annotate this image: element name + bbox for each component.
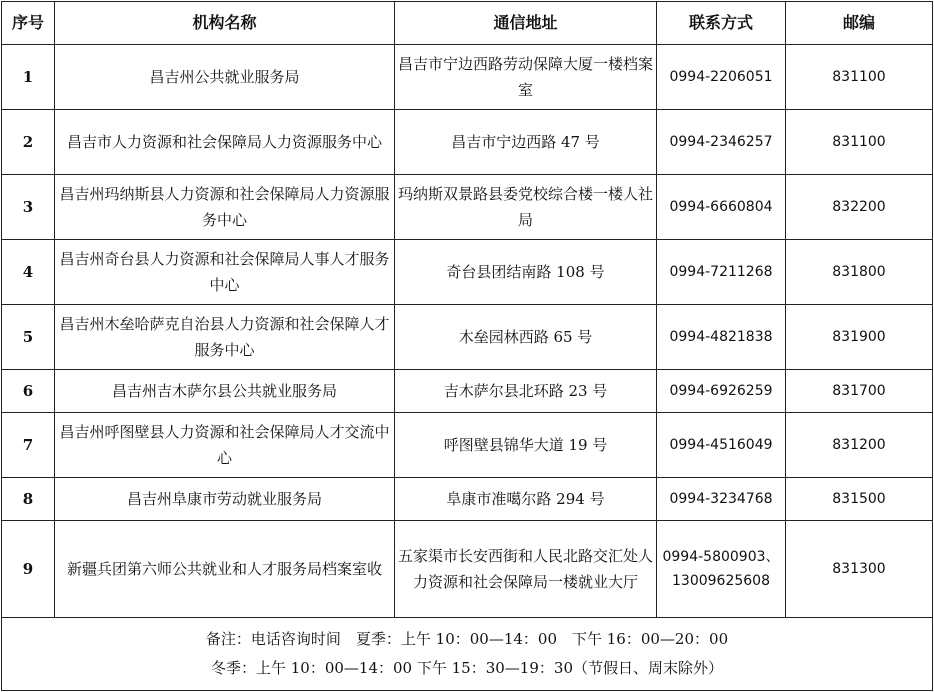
- row-name: 昌吉州玛纳斯县人力资源和社会保障局人力资源服务中心: [55, 175, 395, 240]
- row-no: 6: [2, 370, 55, 413]
- header-zip: 邮编: [786, 2, 933, 45]
- row-address: 昌吉市宁边西路劳动保障大厦一楼档案室: [395, 45, 657, 110]
- table-row: [2, 521, 933, 618]
- row-zip: 831800: [786, 240, 933, 305]
- row-no: 9: [2, 521, 55, 618]
- row-zip: 831200: [786, 413, 933, 478]
- row-zip: 831700: [786, 370, 933, 413]
- row-address: 呼图壁县锦华大道 19 号: [395, 413, 657, 478]
- row-name: 昌吉州公共就业服务局: [55, 45, 395, 110]
- table-row: [2, 478, 933, 521]
- row-no: 4: [2, 240, 55, 305]
- row-name: 昌吉州木垒哈萨克自治县人力资源和社会保障人才服务中心: [55, 305, 395, 370]
- row-zip: 832200: [786, 175, 933, 240]
- row-phone: 0994-4516049: [657, 413, 786, 478]
- row-phone: 0994-6660804: [657, 175, 786, 240]
- row-name: 昌吉州呼图壁县人力资源和社会保障局人才交流中心: [55, 413, 395, 478]
- note-line-summer: 备注：电话咨询时间 夏季：上午 10：00—14：00 下午 16：00—20：00: [205, 630, 729, 648]
- row-phone: 0994-6926259: [657, 370, 786, 413]
- header-no: 序号: [2, 2, 55, 45]
- row-no: 3: [2, 175, 55, 240]
- row-zip: 831300: [786, 521, 933, 618]
- table-row: [2, 45, 933, 110]
- row-address: 昌吉市宁边西路 47 号: [395, 110, 657, 175]
- row-address: 木垒园林西路 65 号: [395, 305, 657, 370]
- row-name: 昌吉州吉木萨尔县公共就业服务局: [55, 370, 395, 413]
- row-phone: 0994-3234768: [657, 478, 786, 521]
- note-line-winter: 冬季：上午 10：00—14：00 下午 15：30—19：30（节假日、周末除外）: [210, 659, 723, 677]
- row-no: 7: [2, 413, 55, 478]
- row-address: 阜康市准噶尔路 294 号: [395, 478, 657, 521]
- row-name: 昌吉州阜康市劳动就业服务局: [55, 478, 395, 521]
- row-no: 1: [2, 45, 55, 110]
- table-row: [2, 240, 933, 305]
- table-row: [2, 305, 933, 370]
- agency-table: [1, 1, 933, 691]
- header-address: 通信地址: [395, 2, 657, 45]
- row-zip: 831900: [786, 305, 933, 370]
- row-zip: 831100: [786, 45, 933, 110]
- header-name: 机构名称: [55, 2, 395, 45]
- row-name: 昌吉州奇台县人力资源和社会保障局人事人才服务中心: [55, 240, 395, 305]
- row-phone: 0994-2206051: [657, 45, 786, 110]
- row-zip: 831100: [786, 110, 933, 175]
- row-zip: 831500: [786, 478, 933, 521]
- row-address: 奇台县团结南路 108 号: [395, 240, 657, 305]
- note-row: [2, 618, 933, 691]
- row-no: 2: [2, 110, 55, 175]
- row-address: 五家渠市长安西街和人民北路交汇处人力资源和社会保障局一楼就业大厅: [395, 521, 657, 618]
- row-no: 8: [2, 478, 55, 521]
- row-address: 玛纳斯双景路县委党校综合楼一楼人社局: [395, 175, 657, 240]
- row-phone: 0994-4821838: [657, 305, 786, 370]
- row-phone: 0994-2346257: [657, 110, 786, 175]
- row-name: 昌吉市人力资源和社会保障局人力资源服务中心: [55, 110, 395, 175]
- header-phone: 联系方式: [657, 2, 786, 45]
- row-phone: 0994-7211268: [657, 240, 786, 305]
- row-name: 新疆兵团第六师公共就业和人才服务局档案室收: [55, 521, 395, 618]
- header-row: [2, 2, 933, 45]
- table-row: [2, 413, 933, 478]
- row-phone: 0994-5800903、13009625608: [657, 521, 786, 618]
- table-row: [2, 110, 933, 175]
- table-row: [2, 370, 933, 413]
- table-row: [2, 175, 933, 240]
- row-no: 5: [2, 305, 55, 370]
- note-cell: [2, 618, 933, 691]
- row-address: 吉木萨尔县北环路 23 号: [395, 370, 657, 413]
